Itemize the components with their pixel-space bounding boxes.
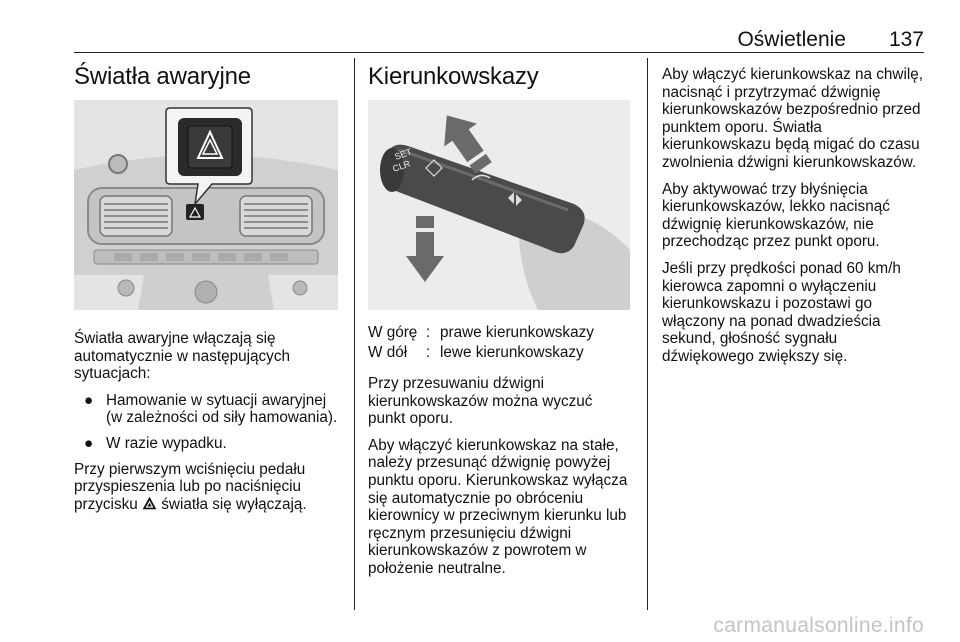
page-header [74, 28, 924, 53]
hazard-intro-text: Światła awaryjne włączają się automatycznie w następujących sytuacjach: [74, 330, 290, 383]
hazard-off-text: Przy pierwszym wciśnięciu pedału przyspieszenia lub po naciśnięciu przycisku światła się wyłączają. [74, 460, 307, 513]
table-row [368, 343, 594, 363]
list-item: ● W razie wypadku. [84, 434, 227, 452]
watermark: carmanualsonline.info [713, 614, 924, 637]
bullet-icon: ● [84, 434, 94, 452]
turn-signal-lever-illustration [368, 100, 630, 310]
column-turn-signals [368, 60, 633, 587]
permanent-signal-text: Aby włączyć kierunkowskaz na stałe, należy przesunąć dźwignię powyżej punktu oporu. Kierunkowskaz wyłącza się automatycznie po obróceniu kierownicy w przeciwnym kierunku lub ręcznym przesunięciu dźwigni kierunkowskazów z powrotem w położenie neutralne. [368, 436, 628, 577]
hazard-section-heading: Światła awaryjne [74, 63, 251, 90]
direction-key: W górę [368, 324, 418, 341]
list-item: ● Hamowanie w sytuacji awaryjnej (w zależności od siły hamowania). [84, 391, 338, 427]
page-number: 137 [888, 28, 924, 51]
lever-label-clr: CLR [391, 158, 412, 174]
column-divider [647, 58, 648, 610]
direction-key: W dół [368, 344, 408, 361]
three-flash-text: Aby aktywować trzy błyśnięcia kierunkowskazów, lekko nacisnąć dźwignię kierunkowskazów, nie przechodząc przez punkt oporu. [662, 180, 890, 251]
direction-separator: : [426, 324, 431, 341]
hazard-warning-icon [142, 496, 157, 510]
bullet-icon: ● [84, 391, 94, 409]
table-row [368, 323, 594, 343]
momentary-signal-text: Aby włączyć kierunkowskaz na chwilę, nacisnąć i przytrzymać dźwignię kierunkowskazów bezpośrednio przed punktem oporu. Światła kierunkowskazu będą migać do czasu zwolnienia dźwigni kierunkowskazów. [662, 66, 923, 171]
section-title: Oświetlenie [737, 28, 846, 51]
column-divider [354, 58, 355, 610]
direction-value: prawe kierunkowskazy [440, 324, 594, 341]
turn-signal-section-heading: Kierunkowskazy [368, 63, 539, 90]
column-hazard-lights [74, 60, 342, 522]
lever-label-set: SET [393, 146, 414, 162]
direction-table [368, 323, 594, 363]
column-turn-signals-continued [662, 60, 932, 375]
hazard-button-illustration [74, 100, 338, 310]
direction-separator: : [426, 344, 431, 361]
hazard-bullet-list [74, 392, 342, 453]
resistance-point-text: Przy przesuwaniu dźwigni kierunkowskazów można wyczuć punkt oporu. [368, 375, 593, 428]
speed-warning-text: Jeśli przy prędkości ponad 60 km/h kierowca zapomni o wyłączeniu kierunkowskazu i pozostawi go włączony na ponad dwadzieścia sekund, głośność sygnału dźwiękowego zwiększy się. [662, 259, 901, 365]
direction-value: lewe kierunkowskazy [440, 344, 584, 361]
